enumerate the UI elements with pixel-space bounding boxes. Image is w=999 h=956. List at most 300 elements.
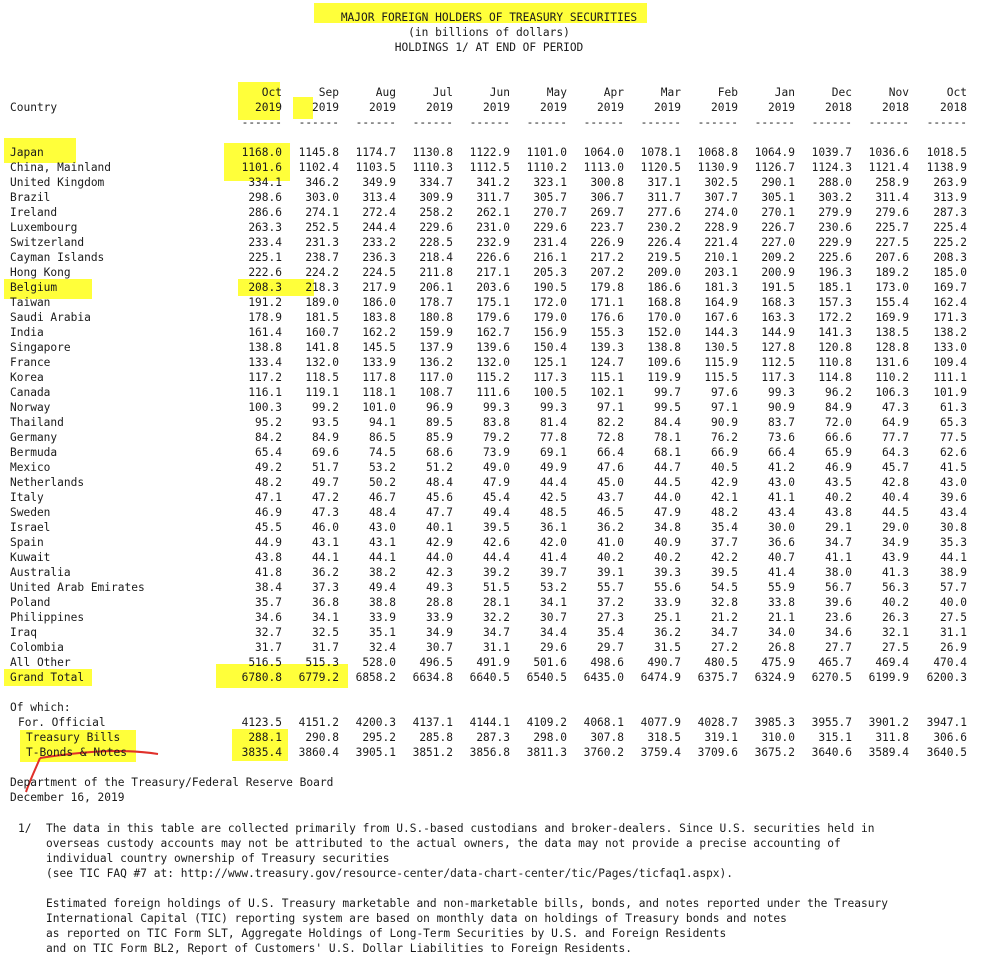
month-header: Jun bbox=[489, 86, 510, 99]
holding-value: 116.1 bbox=[248, 386, 282, 399]
holding-value: 44.0 bbox=[426, 551, 453, 564]
holding-value: 42.8 bbox=[882, 476, 909, 489]
holding-value: 138.2 bbox=[933, 326, 967, 339]
footnote-line: overseas custody accounts may not be attributed to the actual owners, the data may not provide a precise accounting of bbox=[46, 837, 841, 850]
holding-value: 516.5 bbox=[248, 656, 282, 669]
holding-value: 207.2 bbox=[590, 266, 624, 279]
country-name: Korea bbox=[10, 371, 44, 384]
holding-value: 48.4 bbox=[369, 506, 396, 519]
country-name: Grand Total bbox=[10, 671, 85, 684]
holding-value: 279.6 bbox=[875, 206, 909, 219]
holding-value: 1039.7 bbox=[811, 146, 852, 159]
holding-value: 47.6 bbox=[597, 461, 624, 474]
holding-value: 33.9 bbox=[426, 611, 453, 624]
holding-value: 303.2 bbox=[818, 191, 852, 204]
holding-value: 21.1 bbox=[768, 611, 795, 624]
holding-value: 133.0 bbox=[933, 341, 967, 354]
holding-value: 141.8 bbox=[305, 341, 339, 354]
holding-value: 183.8 bbox=[362, 311, 396, 324]
holding-value: 133.4 bbox=[248, 356, 282, 369]
holding-value: 226.9 bbox=[590, 236, 624, 249]
holding-value: 118.5 bbox=[305, 371, 339, 384]
holding-value: 77.8 bbox=[540, 431, 567, 444]
footnote-line: (see TIC FAQ #7 at: http://www.treasury.gov/resource-center/data-chart-center/tic/Pages/ticfaq1.aspx). bbox=[46, 867, 734, 880]
holding-value: 124.7 bbox=[590, 356, 624, 369]
holding-value: 55.9 bbox=[768, 581, 795, 594]
holding-value: 181.3 bbox=[704, 281, 738, 294]
holding-value: 38.8 bbox=[369, 596, 396, 609]
country-name: Taiwan bbox=[10, 296, 51, 309]
holding-value: 40.2 bbox=[882, 596, 909, 609]
holding-value: 307.7 bbox=[704, 191, 738, 204]
holding-value: 227.5 bbox=[875, 236, 909, 249]
holding-value: 236.3 bbox=[362, 251, 396, 264]
holding-value: 85.9 bbox=[426, 431, 453, 444]
holding-value: 48.2 bbox=[711, 506, 738, 519]
of-which-value: 4123.5 bbox=[241, 716, 282, 729]
holding-value: 1110.2 bbox=[526, 161, 567, 174]
holding-value: 311.4 bbox=[875, 191, 909, 204]
holding-value: 55.6 bbox=[654, 581, 681, 594]
holding-value: 44.5 bbox=[882, 506, 909, 519]
holding-value: 42.9 bbox=[711, 476, 738, 489]
holding-value: 196.3 bbox=[818, 266, 852, 279]
holding-value: 178.9 bbox=[248, 311, 282, 324]
holding-value: 117.0 bbox=[419, 371, 453, 384]
holding-value: 56.7 bbox=[825, 581, 852, 594]
holding-value: 74.5 bbox=[369, 446, 396, 459]
year-header: 2019 bbox=[597, 101, 624, 114]
holding-value: 81.4 bbox=[540, 416, 567, 429]
holding-value: 39.7 bbox=[540, 566, 567, 579]
holding-value: 225.6 bbox=[818, 251, 852, 264]
holding-value: 112.5 bbox=[761, 356, 795, 369]
holding-value: 515.3 bbox=[305, 656, 339, 669]
header-rule: ------ bbox=[298, 116, 339, 129]
holding-value: 47.3 bbox=[312, 506, 339, 519]
holding-value: 238.7 bbox=[305, 251, 339, 264]
holding-value: 117.3 bbox=[533, 371, 567, 384]
holding-value: 82.2 bbox=[597, 416, 624, 429]
holding-value: 38.2 bbox=[369, 566, 396, 579]
holding-value: 97.1 bbox=[597, 401, 624, 414]
holding-value: 96.9 bbox=[426, 401, 453, 414]
holding-value: 155.3 bbox=[590, 326, 624, 339]
holding-value: 110.2 bbox=[875, 371, 909, 384]
month-header: Apr bbox=[603, 86, 624, 99]
holding-value: 29.6 bbox=[540, 641, 567, 654]
holding-value: 163.3 bbox=[761, 311, 795, 324]
holding-value: 34.6 bbox=[255, 611, 282, 624]
holding-value: 302.5 bbox=[704, 176, 738, 189]
holding-value: 39.2 bbox=[483, 566, 510, 579]
holding-value: 64.9 bbox=[882, 416, 909, 429]
holding-value: 145.5 bbox=[362, 341, 396, 354]
holding-value: 68.6 bbox=[426, 446, 453, 459]
holding-value: 136.2 bbox=[419, 356, 453, 369]
holding-value: 39.5 bbox=[483, 521, 510, 534]
holding-value: 84.9 bbox=[312, 431, 339, 444]
header-rule: ------ bbox=[469, 116, 510, 129]
holding-value: 131.6 bbox=[875, 356, 909, 369]
of-which-value: 3955.7 bbox=[811, 716, 852, 729]
holding-value: 334.1 bbox=[248, 176, 282, 189]
holding-value: 46.7 bbox=[369, 491, 396, 504]
holding-value: 94.1 bbox=[369, 416, 396, 429]
holding-value: 65.3 bbox=[940, 416, 967, 429]
holding-value: 231.4 bbox=[533, 236, 567, 249]
holding-value: 26.3 bbox=[882, 611, 909, 624]
holding-value: 37.3 bbox=[312, 581, 339, 594]
holding-value: 1101.0 bbox=[526, 146, 567, 159]
of-which-value: 4151.2 bbox=[298, 716, 339, 729]
holding-value: 43.0 bbox=[768, 476, 795, 489]
holding-value: 120.8 bbox=[818, 341, 852, 354]
holding-value: 230.6 bbox=[818, 221, 852, 234]
of-which-value: 3760.2 bbox=[583, 746, 624, 759]
year-header: 2019 bbox=[255, 101, 282, 114]
holding-value: 53.2 bbox=[369, 461, 396, 474]
of-which-value: 4144.1 bbox=[469, 716, 510, 729]
holding-value: 162.7 bbox=[476, 326, 510, 339]
of-which-value: 315.1 bbox=[818, 731, 852, 744]
holding-value: 491.9 bbox=[476, 656, 510, 669]
holding-value: 155.4 bbox=[875, 296, 909, 309]
holding-value: 69.1 bbox=[540, 446, 567, 459]
of-which-value: 295.2 bbox=[362, 731, 396, 744]
holding-value: 139.3 bbox=[590, 341, 624, 354]
holding-value: 76.2 bbox=[711, 431, 738, 444]
holding-value: 191.5 bbox=[761, 281, 795, 294]
holding-value: 41.2 bbox=[768, 461, 795, 474]
holding-value: 46.9 bbox=[255, 506, 282, 519]
holding-value: 28.1 bbox=[483, 596, 510, 609]
holding-value: 29.7 bbox=[597, 641, 624, 654]
holding-value: 228.9 bbox=[704, 221, 738, 234]
of-which-value: 3985.3 bbox=[754, 716, 795, 729]
holding-value: 171.1 bbox=[590, 296, 624, 309]
holding-value: 1126.7 bbox=[754, 161, 795, 174]
holding-value: 42.2 bbox=[711, 551, 738, 564]
holding-value: 306.7 bbox=[590, 191, 624, 204]
country-name: Bermuda bbox=[10, 446, 58, 459]
footnote-para2-line: Estimated foreign holdings of U.S. Treasury marketable and non-marketable bills, bonds, and notes reported under the Treasury bbox=[46, 897, 888, 910]
holding-value: 41.0 bbox=[597, 536, 624, 549]
holding-value: 44.7 bbox=[654, 461, 681, 474]
year-header: 2019 bbox=[768, 101, 795, 114]
holding-value: 43.5 bbox=[825, 476, 852, 489]
holding-value: 139.6 bbox=[476, 341, 510, 354]
holding-value: 45.0 bbox=[597, 476, 624, 489]
holding-value: 178.7 bbox=[419, 296, 453, 309]
holding-value: 341.2 bbox=[476, 176, 510, 189]
holding-value: 1112.5 bbox=[469, 161, 510, 174]
holding-value: 47.7 bbox=[426, 506, 453, 519]
holding-value: 217.1 bbox=[476, 266, 510, 279]
month-header: Dec bbox=[831, 86, 852, 99]
holding-value: 33.9 bbox=[654, 596, 681, 609]
holding-value: 233.2 bbox=[362, 236, 396, 249]
holding-value: 272.4 bbox=[362, 206, 396, 219]
holding-value: 40.1 bbox=[426, 521, 453, 534]
holding-value: 66.4 bbox=[768, 446, 795, 459]
of-which-value: 4137.1 bbox=[412, 716, 453, 729]
holding-value: 169.7 bbox=[933, 281, 967, 294]
holding-value: 47.9 bbox=[654, 506, 681, 519]
holding-value: 270.1 bbox=[761, 206, 795, 219]
country-name: Colombia bbox=[10, 641, 64, 654]
holding-value: 45.6 bbox=[426, 491, 453, 504]
holding-value: 303.0 bbox=[305, 191, 339, 204]
holding-value: 40.5 bbox=[711, 461, 738, 474]
holding-value: 221.4 bbox=[704, 236, 738, 249]
of-which-value: 3905.1 bbox=[355, 746, 396, 759]
holding-value: 169.9 bbox=[875, 311, 909, 324]
holding-value: 115.9 bbox=[704, 356, 738, 369]
of-which-value: 3640.5 bbox=[926, 746, 967, 759]
holding-value: 160.7 bbox=[305, 326, 339, 339]
holding-value: 270.7 bbox=[533, 206, 567, 219]
holding-value: 1110.3 bbox=[412, 161, 453, 174]
holding-value: 34.9 bbox=[882, 536, 909, 549]
holding-value: 208.3 bbox=[248, 281, 282, 294]
holding-value: 300.8 bbox=[590, 176, 624, 189]
of-which-value: 3589.4 bbox=[868, 746, 909, 759]
month-header: Oct bbox=[946, 86, 967, 99]
holding-value: 313.9 bbox=[933, 191, 967, 204]
of-which-value: 319.1 bbox=[704, 731, 738, 744]
holding-value: 30.0 bbox=[768, 521, 795, 534]
holding-value: 43.4 bbox=[768, 506, 795, 519]
month-header: Feb bbox=[717, 86, 738, 99]
holding-value: 210.1 bbox=[704, 251, 738, 264]
holding-value: 465.7 bbox=[818, 656, 852, 669]
holding-value: 66.9 bbox=[711, 446, 738, 459]
holding-value: 167.6 bbox=[704, 311, 738, 324]
country-name: Spain bbox=[10, 536, 44, 549]
holding-value: 323.1 bbox=[533, 176, 567, 189]
holding-value: 209.2 bbox=[761, 251, 795, 264]
holding-value: 226.7 bbox=[761, 221, 795, 234]
holding-value: 34.4 bbox=[540, 626, 567, 639]
holding-value: 288.0 bbox=[818, 176, 852, 189]
holding-value: 72.0 bbox=[825, 416, 852, 429]
country-name: India bbox=[10, 326, 44, 339]
holding-value: 31.1 bbox=[940, 626, 967, 639]
holding-value: 175.1 bbox=[476, 296, 510, 309]
holding-value: 29.0 bbox=[882, 521, 909, 534]
footnote-para2-line: International Capital (TIC) reporting system are based on monthly data on holdings of Treasury bonds and notes bbox=[46, 912, 787, 925]
holding-value: 44.5 bbox=[654, 476, 681, 489]
holding-value: 35.4 bbox=[597, 626, 624, 639]
holding-value: 501.6 bbox=[533, 656, 567, 669]
of-which-value: 3811.3 bbox=[526, 746, 567, 759]
holding-value: 77.7 bbox=[882, 431, 909, 444]
holding-value: 162.2 bbox=[362, 326, 396, 339]
holding-value: 42.9 bbox=[426, 536, 453, 549]
holding-value: 109.6 bbox=[647, 356, 681, 369]
holding-value: 223.7 bbox=[590, 221, 624, 234]
footnote-para2-line: as reported on TIC Form SLT, Aggregate Holdings of Long-Term Securities by U.S. and Foreign Residents bbox=[46, 927, 727, 940]
holding-value: 73.9 bbox=[483, 446, 510, 459]
holding-value: 496.5 bbox=[419, 656, 453, 669]
holding-value: 138.8 bbox=[647, 341, 681, 354]
country-name: Italy bbox=[10, 491, 44, 504]
holding-value: 269.7 bbox=[590, 206, 624, 219]
holding-value: 313.4 bbox=[362, 191, 396, 204]
holding-value: 6324.9 bbox=[754, 671, 795, 684]
holding-value: 68.1 bbox=[654, 446, 681, 459]
holding-value: 73.6 bbox=[768, 431, 795, 444]
holding-value: 130.5 bbox=[704, 341, 738, 354]
holding-value: 31.1 bbox=[483, 641, 510, 654]
holding-value: 222.6 bbox=[248, 266, 282, 279]
holding-value: 49.4 bbox=[369, 581, 396, 594]
holding-value: 186.0 bbox=[362, 296, 396, 309]
holding-value: 127.8 bbox=[761, 341, 795, 354]
footnote-para2-line: and on TIC Form BL2, Report of Customers' U.S. Dollar Liabilities to Foreign Residents. bbox=[46, 942, 632, 955]
country-name: Mexico bbox=[10, 461, 51, 474]
year-header: 2019 bbox=[654, 101, 681, 114]
holding-value: 50.2 bbox=[369, 476, 396, 489]
holding-value: 258.2 bbox=[419, 206, 453, 219]
of-which-value: 3856.8 bbox=[469, 746, 510, 759]
holding-value: 36.1 bbox=[540, 521, 567, 534]
country-name: Thailand bbox=[10, 416, 64, 429]
holding-value: 102.1 bbox=[590, 386, 624, 399]
holding-value: 1068.8 bbox=[697, 146, 738, 159]
of-which-value: 3759.4 bbox=[640, 746, 681, 759]
holding-value: 128.8 bbox=[875, 341, 909, 354]
holding-value: 62.6 bbox=[940, 446, 967, 459]
holding-value: 172.2 bbox=[818, 311, 852, 324]
holding-value: 27.7 bbox=[825, 641, 852, 654]
holding-value: 118.1 bbox=[362, 386, 396, 399]
country-name: Belgium bbox=[10, 281, 58, 294]
holding-value: 334.7 bbox=[419, 176, 453, 189]
holding-value: 32.5 bbox=[312, 626, 339, 639]
holding-value: 115.2 bbox=[476, 371, 510, 384]
holding-value: 34.6 bbox=[825, 626, 852, 639]
holding-value: 46.9 bbox=[825, 461, 852, 474]
holding-value: 119.9 bbox=[647, 371, 681, 384]
holding-value: 1102.4 bbox=[298, 161, 339, 174]
holding-value: 311.7 bbox=[476, 191, 510, 204]
holding-value: 44.4 bbox=[540, 476, 567, 489]
holding-value: 55.7 bbox=[597, 581, 624, 594]
holding-value: 40.2 bbox=[597, 551, 624, 564]
holding-value: 30.7 bbox=[540, 611, 567, 624]
holding-value: 27.5 bbox=[940, 611, 967, 624]
holding-value: 171.3 bbox=[933, 311, 967, 324]
of-which-value: 3901.2 bbox=[868, 716, 909, 729]
holding-value: 27.2 bbox=[711, 641, 738, 654]
holding-value: 1122.9 bbox=[469, 146, 510, 159]
holding-value: 90.9 bbox=[711, 416, 738, 429]
holding-value: 32.1 bbox=[882, 626, 909, 639]
holding-value: 90.9 bbox=[768, 401, 795, 414]
holding-value: 48.5 bbox=[540, 506, 567, 519]
header-rule: ------ bbox=[811, 116, 852, 129]
holding-value: 41.4 bbox=[540, 551, 567, 564]
holding-value: 84.4 bbox=[654, 416, 681, 429]
holding-value: 30.7 bbox=[426, 641, 453, 654]
holding-value: 528.0 bbox=[362, 656, 396, 669]
holding-value: 34.1 bbox=[312, 611, 339, 624]
holding-value: 498.6 bbox=[590, 656, 624, 669]
holding-value: 1138.9 bbox=[926, 161, 967, 174]
holding-value: 36.6 bbox=[768, 536, 795, 549]
holding-value: 1018.5 bbox=[926, 146, 967, 159]
holding-value: 96.2 bbox=[825, 386, 852, 399]
holding-value: 99.3 bbox=[768, 386, 795, 399]
holding-value: 6435.0 bbox=[583, 671, 624, 684]
holding-value: 41.3 bbox=[882, 566, 909, 579]
holding-value: 117.3 bbox=[761, 371, 795, 384]
holding-value: 179.6 bbox=[476, 311, 510, 324]
holding-value: 231.3 bbox=[305, 236, 339, 249]
month-header: Jan bbox=[774, 86, 795, 99]
country-header: Country bbox=[10, 101, 58, 114]
holding-value: 225.1 bbox=[248, 251, 282, 264]
holding-value: 39.5 bbox=[711, 566, 738, 579]
holding-value: 141.3 bbox=[818, 326, 852, 339]
country-name: Sweden bbox=[10, 506, 51, 519]
holding-value: 44.1 bbox=[940, 551, 967, 564]
holding-value: 1103.5 bbox=[355, 161, 396, 174]
holding-value: 37.7 bbox=[711, 536, 738, 549]
holding-value: 100.5 bbox=[533, 386, 567, 399]
holding-value: 43.1 bbox=[369, 536, 396, 549]
holding-value: 219.5 bbox=[647, 251, 681, 264]
holding-value: 110.8 bbox=[818, 356, 852, 369]
of-which-value: 4028.7 bbox=[697, 716, 738, 729]
holding-value: 35.4 bbox=[711, 521, 738, 534]
holding-value: 311.7 bbox=[647, 191, 681, 204]
holding-value: 53.2 bbox=[540, 581, 567, 594]
year-header: 2019 bbox=[540, 101, 567, 114]
holding-value: 6199.9 bbox=[868, 671, 909, 684]
holding-value: 89.5 bbox=[426, 416, 453, 429]
page-subtitle: (in billions of dollars) bbox=[408, 26, 570, 39]
holding-value: 349.9 bbox=[362, 176, 396, 189]
of-which-value: 3640.6 bbox=[811, 746, 852, 759]
source-line: Department of the Treasury/Federal Reserve Board bbox=[10, 776, 334, 789]
country-name: United Kingdom bbox=[10, 176, 105, 189]
year-header: 2018 bbox=[825, 101, 852, 114]
holding-value: 40.0 bbox=[940, 596, 967, 609]
holding-value: 97.1 bbox=[711, 401, 738, 414]
holding-value: 1078.1 bbox=[640, 146, 681, 159]
holding-value: 23.6 bbox=[825, 611, 852, 624]
holding-value: 286.6 bbox=[248, 206, 282, 219]
holding-value: 218.4 bbox=[419, 251, 453, 264]
holding-value: 65.9 bbox=[825, 446, 852, 459]
holding-value: 84.2 bbox=[255, 431, 282, 444]
year-header: 2019 bbox=[426, 101, 453, 114]
holding-value: 48.4 bbox=[426, 476, 453, 489]
holding-value: 217.9 bbox=[362, 281, 396, 294]
holding-value: 25.1 bbox=[654, 611, 681, 624]
of-which-value: 4077.9 bbox=[640, 716, 681, 729]
holding-value: 6200.3 bbox=[926, 671, 967, 684]
holding-value: 132.0 bbox=[305, 356, 339, 369]
holding-value: 40.9 bbox=[654, 536, 681, 549]
holding-value: 36.8 bbox=[312, 596, 339, 609]
holding-value: 49.2 bbox=[255, 461, 282, 474]
holding-value: 208.3 bbox=[933, 251, 967, 264]
holding-value: 106.3 bbox=[875, 386, 909, 399]
